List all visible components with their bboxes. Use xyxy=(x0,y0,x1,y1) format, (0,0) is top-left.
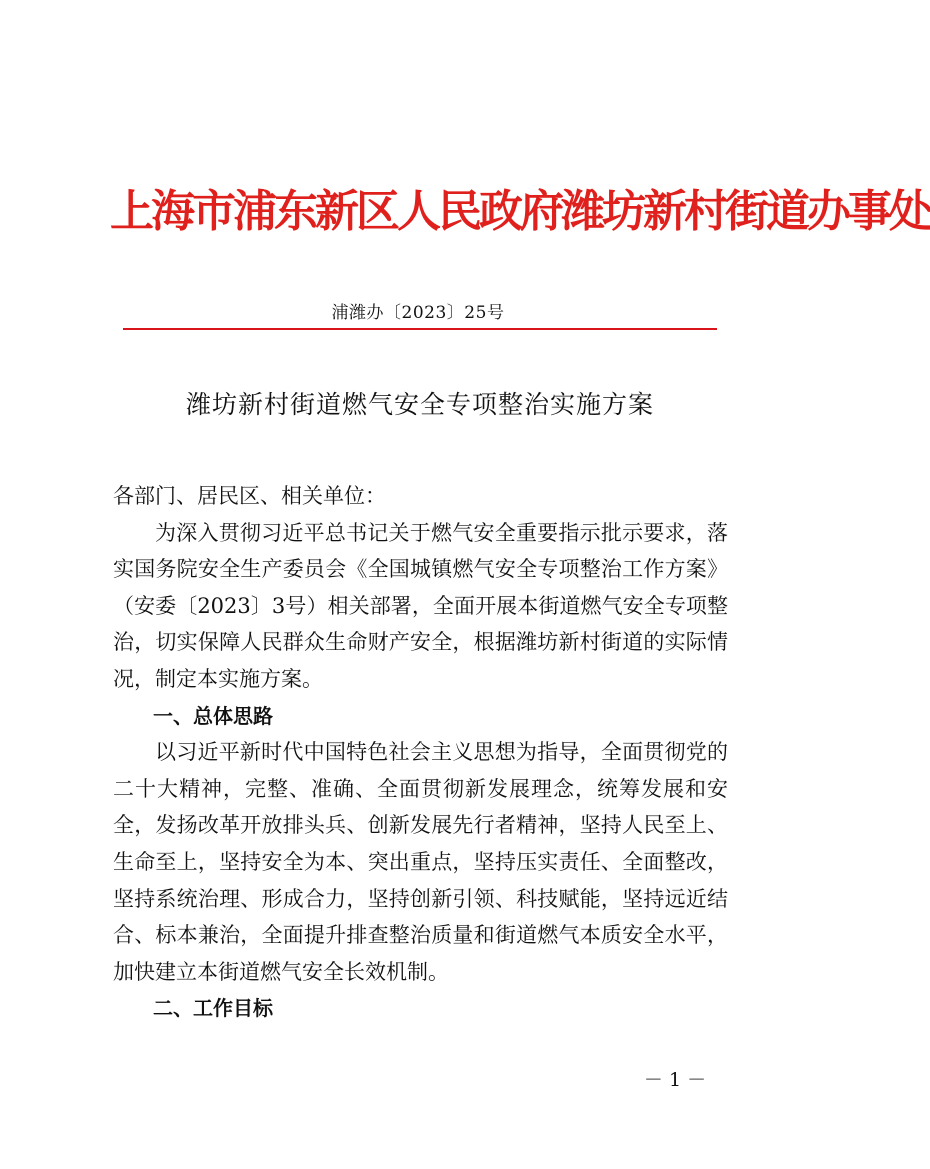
salutation: 各部门、居民区、相关单位： xyxy=(113,484,386,508)
intro-paragraph: 为深入贯彻习近平总书记关于燃气安全重要指示批示要求，落实国务院安全生产委员会《全国城镇燃气安全专项整治工作方案》（安委〔2023〕3号）相关部署，全面开展本街道燃气安全专项整治，切实保障人民群众生命财产安全，根据潍坊新村街道的实际情况，制定本实施方案。 xyxy=(113,520,728,691)
issuing-authority-masthead: 上海市浦东新区人民政府潍坊新村街道办事处 xyxy=(110,186,930,237)
red-divider-line xyxy=(123,328,717,330)
document-body xyxy=(113,478,728,1027)
document-title: 潍坊新村街道燃气安全专项整治实施方案 xyxy=(185,390,654,419)
section-heading-overall-approach: 一、总体思路 xyxy=(153,703,273,728)
document-number: 浦潍办〔2023〕25号 xyxy=(331,303,505,323)
section-paragraph-overall-approach: 以习近平新时代中国特色社会主义思想为指导，全面贯彻党的二十大精神，完整、准确、全面贯彻新发展理念，统筹发展和安全，发扬改革开放排头兵、创新发展先行者精神，坚持人民至上、生命至上，坚持安全为本、突出重点，坚持压实责任、全面整改，坚持系统治理、形成合力，坚持创新引领、科技赋能，坚持远近结合、标本兼治，全面提升排查整治质量和街道燃气本质安全水平，加快建立本街道燃气安全长效机制。 xyxy=(113,740,728,984)
page-number: － 1 － xyxy=(643,1069,707,1091)
section-heading-work-goals: 二、工作目标 xyxy=(153,996,273,1021)
